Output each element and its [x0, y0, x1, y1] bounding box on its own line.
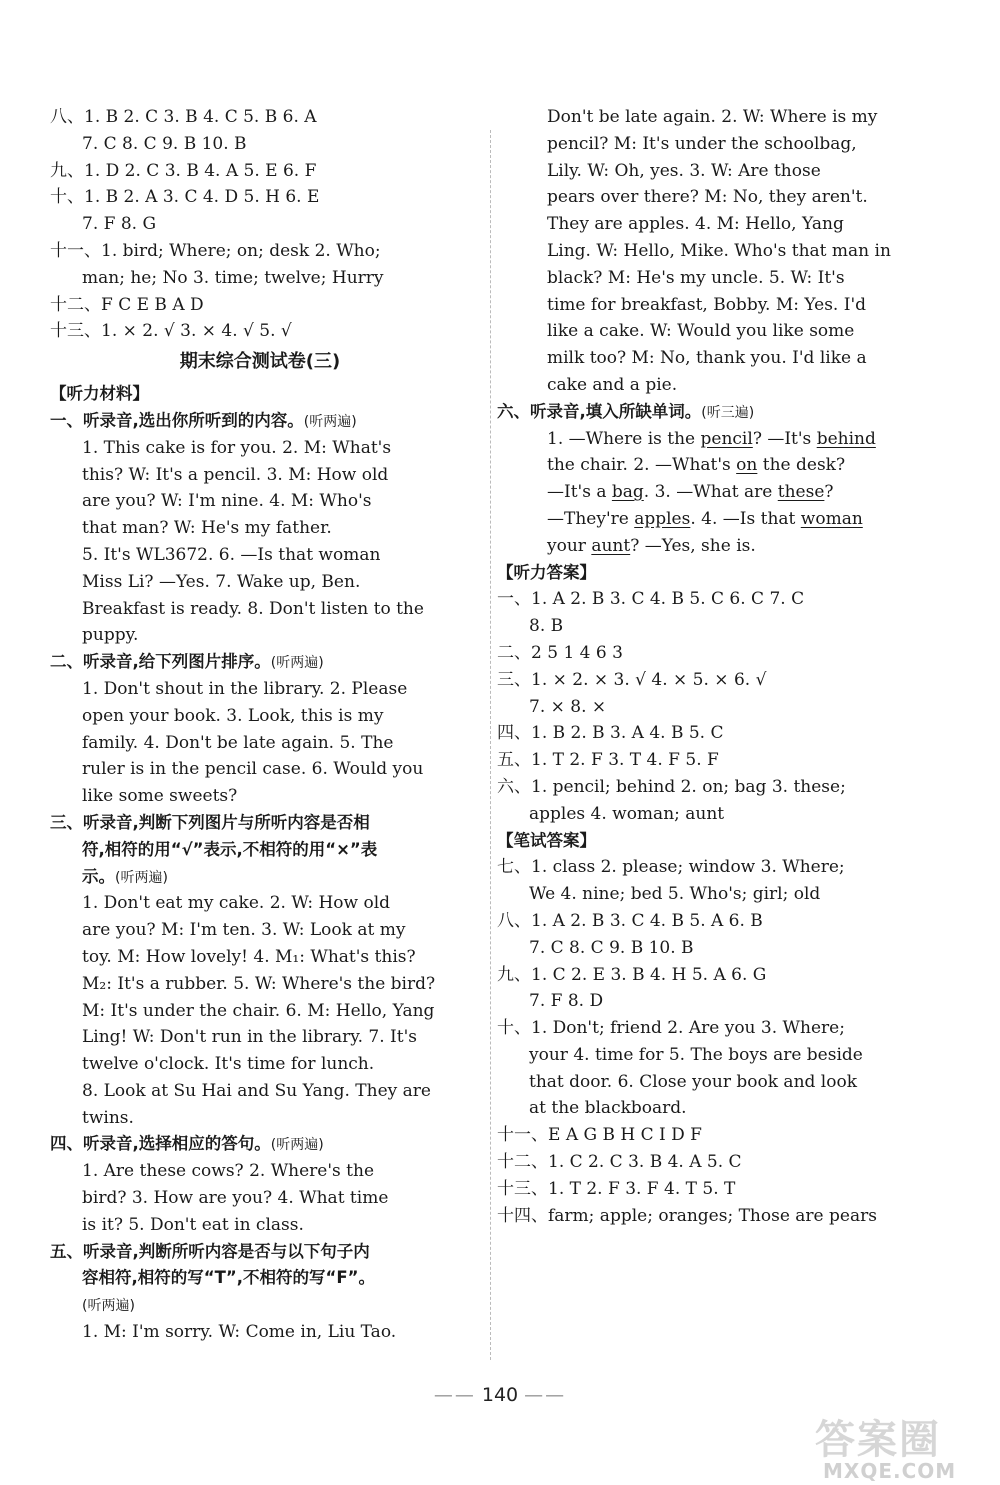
text-line [497, 533, 937, 560]
blank-answer: apples [634, 508, 691, 529]
line-text: the desk? [757, 455, 846, 476]
line-text: 八、1. A 2. B 3. C 4. B 5. A 6. B [497, 910, 763, 931]
line-text: . 3. —What are [643, 482, 778, 503]
line-text: 十一、1. bird; Where; on; desk 2. Who; [50, 240, 381, 261]
line-text: 1. Don't shout in the library. 2. Please [82, 678, 408, 699]
line-text: Ling. W: Hello, Mike. Who's that man in [547, 240, 891, 261]
line-text: 1. M: I'm sorry. W: Come in, Liu Tao. [82, 1322, 397, 1343]
text-line [497, 506, 937, 533]
listen-note: (听两遍) [303, 413, 357, 430]
line-text: like some sweets? [82, 786, 238, 807]
line-text: apples 4. woman; aunt [529, 803, 725, 824]
line-text: Don't be late again. 2. W: Where is my [547, 107, 878, 127]
line-text: 7. C 8. C 9. B 10. B [529, 937, 694, 958]
blank-answer: bag [611, 482, 644, 503]
text-line [50, 1319, 470, 1346]
text-line [50, 810, 470, 837]
text-line [50, 238, 470, 265]
line-text: 三、1. × 2. × 3. √ 4. × 5. × 6. √ [497, 669, 767, 690]
blank-answer: behind [816, 428, 876, 449]
watermark-url: MXQE.COM [823, 1459, 957, 1483]
line-text: 十、1. Don't; friend 2. Are you 3. Where; [497, 1018, 845, 1039]
line-text: pencil? M: It's under the schoolbag, [547, 133, 857, 154]
line-text: black? M: He's my uncle. 5. W: It's [547, 267, 845, 288]
line-text: 1. Are these cows? 2. Where's the [82, 1161, 375, 1182]
text-line [497, 935, 937, 962]
text-line [50, 1292, 470, 1319]
text-line [497, 479, 937, 506]
listen-note: (听两遍) [115, 869, 168, 886]
text-line [50, 756, 470, 783]
line-text: 8. B [529, 616, 564, 637]
line-text: your 4. time for 5. The boys are beside [529, 1044, 863, 1065]
line-text: twins. [82, 1107, 134, 1128]
text-line [50, 435, 470, 462]
line-text: puppy. [82, 625, 139, 646]
text-line [497, 292, 937, 319]
text-line [497, 372, 937, 399]
blank-answer: pencil [700, 428, 753, 449]
text-line [50, 596, 470, 623]
text-line [497, 104, 937, 131]
text-line [50, 265, 470, 292]
line-text: that man? W: He's my father. [82, 518, 332, 539]
watermark-text: 答案圈 [815, 1417, 941, 1463]
text-line [497, 988, 937, 1015]
text-line [497, 640, 937, 667]
text-line [497, 1122, 937, 1149]
line-text: We 4. nine; bed 5. Who's; girl; old [529, 884, 821, 905]
line-text: —They're [547, 508, 635, 529]
text-line [50, 408, 470, 435]
line-text: 十一、E A G B H C I D F [497, 1125, 702, 1146]
text-line [50, 971, 470, 998]
text-line [50, 917, 470, 944]
text-line [497, 613, 937, 640]
line-text: bird? 3. How are you? 4. What time [82, 1188, 389, 1209]
text-line [497, 881, 937, 908]
line-text: 七、1. class 2. please; window 3. Where; [497, 857, 845, 878]
line-text: toy. M: How lovely! 4. M₁: What's this? [82, 946, 416, 967]
text-line [50, 211, 470, 238]
text-line [497, 667, 937, 694]
line-text: 二、2 5 1 4 6 3 [497, 642, 623, 663]
line-text: 7. F 8. G [82, 214, 157, 235]
line-text: —It's a [547, 482, 612, 503]
watermark-logo [815, 1408, 995, 1483]
text-line [50, 837, 470, 864]
line-text: 一、1. A 2. B 3. C 4. B 5. C 6. C 7. C [497, 589, 805, 610]
text-line [50, 1239, 470, 1266]
text-line [50, 783, 470, 810]
line-text: ruler is in the pencil case. 6. Would you [82, 759, 424, 780]
blank-answer: woman [800, 508, 863, 529]
text-line [497, 345, 937, 372]
line-text: Lily. W: Oh, yes. 3. W: Are those [547, 160, 821, 181]
line-text: 十三、1. T 2. F 3. F 4. T 5. T [497, 1178, 736, 1199]
line-text: 【听力材料】 [50, 384, 149, 404]
text-line [50, 1185, 470, 1212]
text-line [50, 104, 470, 131]
text-line [497, 131, 937, 158]
line-text: 十、1. B 2. A 3. C 4. D 5. H 6. E [50, 187, 320, 208]
line-text: your [547, 535, 592, 556]
line-text: 三、听录音,判断下列图片与所听内容是否相 [50, 812, 370, 832]
line-text: ? [824, 482, 834, 503]
line-text: Breakfast is ready. 8. Don't listen to the [82, 598, 424, 619]
page-number-text: 140 [481, 1384, 519, 1406]
line-text: are you? W: I'm nine. 4. M: Who's [82, 491, 372, 512]
line-text: 五、1. T 2. F 3. T 4. F 5. F [497, 750, 719, 771]
text-line [497, 774, 937, 801]
line-text: 十三、1. × 2. √ 3. × 4. √ 5. √ [50, 321, 292, 342]
listen-note: (听两遍) [270, 655, 324, 672]
text-line [497, 801, 937, 828]
line-text: ? —Yes, she is. [630, 535, 756, 556]
text-line [50, 649, 470, 676]
line-text: the chair. 2. —What's [547, 455, 737, 476]
blank-answer: these [777, 482, 825, 503]
listen-note: (听三遍) [701, 404, 755, 421]
text-line [497, 1069, 937, 1096]
text-line [497, 560, 937, 587]
left-column [50, 104, 470, 1346]
text-line [497, 1042, 937, 1069]
line-text: 1. —Where is the [547, 428, 701, 449]
text-line [497, 586, 937, 613]
text-line [50, 730, 470, 757]
line-text: 7. F 8. D [529, 991, 604, 1012]
text-line [50, 345, 470, 381]
text-line [50, 1051, 470, 1078]
text-line [497, 158, 937, 185]
text-line [497, 854, 937, 881]
text-line [50, 1158, 470, 1185]
text-line [50, 184, 470, 211]
text-line [50, 944, 470, 971]
text-line [50, 488, 470, 515]
line-text: 1. Don't eat my cake. 2. W: How old [82, 893, 391, 914]
line-text: 九、1. C 2. E 3. B 4. H 5. A 6. G [497, 964, 767, 985]
text-line [50, 515, 470, 542]
text-line [50, 542, 470, 569]
text-line [50, 318, 470, 345]
line-text: like a cake. W: Would you like some [547, 321, 855, 342]
line-text: 7. × 8. × [529, 696, 607, 717]
line-text: that door. 6. Close your book and look [529, 1071, 858, 1092]
text-line [50, 158, 470, 185]
line-text: milk too? M: No, thank you. I'd like a [547, 348, 867, 369]
text-line [497, 962, 937, 989]
right-column [497, 104, 937, 1229]
line-text: 二、听录音,给下列图片排序。 [50, 652, 271, 672]
text-line [497, 426, 937, 453]
line-text: cake and a pie. [547, 374, 678, 395]
text-line [497, 1149, 937, 1176]
text-line [497, 720, 937, 747]
line-text: 四、听录音,选择相应的答句。 [50, 1134, 271, 1154]
text-line [497, 1203, 937, 1230]
line-text: 【笔试答案】 [497, 830, 596, 850]
text-line [497, 747, 937, 774]
text-line [50, 890, 470, 917]
line-text: 示。 [82, 866, 115, 886]
text-line [497, 1095, 937, 1122]
text-line [50, 381, 470, 408]
line-text: pears over there? M: No, they aren't. [547, 187, 868, 208]
line-text: M₂: It's a rubber. 5. W: Where's the bird? [82, 973, 436, 994]
line-text: at the blackboard. [529, 1098, 687, 1119]
text-line [50, 569, 470, 596]
line-text: 六、听录音,填入所缺单词。 [497, 401, 702, 421]
blank-answer: aunt [591, 535, 631, 556]
line-text: twelve o'clock. It's time for lunch. [82, 1054, 375, 1075]
line-text: family. 4. Don't be late again. 5. The [82, 732, 394, 753]
line-text: 六、1. pencil; behind 2. on; bag 3. these; [497, 776, 846, 797]
line-text: Miss Li? —Yes. 7. Wake up, Ben. [82, 571, 361, 592]
text-line [50, 864, 470, 891]
blank-answer: on [736, 455, 758, 476]
text-line [497, 452, 937, 479]
line-text: 八、1. B 2. C 3. B 4. C 5. B 6. A [50, 107, 317, 127]
text-line [497, 399, 937, 426]
line-text: is it? 5. Don't eat in class. [82, 1214, 304, 1235]
text-line [50, 622, 470, 649]
line-text: ? —It's [752, 428, 817, 449]
line-text: 容相符,相符的写“T”,不相符的写“F”。 [82, 1268, 375, 1288]
column-divider [490, 130, 491, 1360]
line-text: 5. It's WL3672. 6. —Is that woman [82, 544, 381, 565]
line-text: open your book. 3. Look, this is my [82, 705, 384, 726]
line-text: M: It's under the chair. 6. M: Hello, Yang [82, 1000, 435, 1021]
line-text: 九、1. D 2. C 3. B 4. A 5. E 6. F [50, 160, 317, 181]
line-text: . 4. —Is that [690, 508, 801, 529]
text-line [497, 828, 937, 855]
text-line [497, 1015, 937, 1042]
line-text: 十四、farm; apple; oranges; Those are pears [497, 1205, 877, 1226]
line-text: time for breakfast, Bobby. M: Yes. I'd [547, 294, 866, 315]
text-line [50, 1265, 470, 1292]
line-text: 8. Look at Su Hai and Su Yang. They are [82, 1080, 431, 1101]
text-line [50, 1105, 470, 1132]
line-text: 四、1. B 2. B 3. A 4. B 5. C [497, 723, 724, 744]
text-line [50, 703, 470, 730]
line-text: 十二、F C E B A D [50, 294, 204, 315]
line-text: man; he; No 3. time; twelve; Hurry [82, 267, 384, 288]
text-line [50, 1131, 470, 1158]
line-text: Ling! W: Don't run in the library. 7. It's [82, 1027, 417, 1048]
text-line [497, 1176, 937, 1203]
text-line [50, 676, 470, 703]
text-line [50, 998, 470, 1025]
line-text: 符,相符的用“√”表示,不相符的用“×”表 [82, 839, 378, 859]
page-number: —— 140 —— [433, 1384, 567, 1406]
text-line [50, 1078, 470, 1105]
line-text: are you? M: I'm ten. 3. W: Look at my [82, 920, 406, 941]
text-line [497, 694, 937, 721]
text-line [497, 318, 937, 345]
text-line [497, 238, 937, 265]
text-line [50, 1212, 470, 1239]
line-text: They are apples. 4. M: Hello, Yang [547, 214, 844, 235]
line-text: 十二、1. C 2. C 3. B 4. A 5. C [497, 1152, 742, 1173]
text-line [50, 292, 470, 319]
listen-note: (听两遍) [82, 1298, 135, 1315]
text-line [497, 211, 937, 238]
text-line [50, 1024, 470, 1051]
line-text: 五、听录音,判断所听内容是否与以下句子内 [50, 1241, 370, 1261]
text-line [50, 131, 470, 158]
line-text: this? W: It's a pencil. 3. M: How old [82, 464, 389, 485]
listen-note: (听两遍) [270, 1137, 324, 1154]
text-line [50, 462, 470, 489]
text-line [497, 908, 937, 935]
text-line [497, 184, 937, 211]
line-text: 【听力答案】 [497, 562, 596, 582]
line-text: 7. C 8. C 9. B 10. B [82, 133, 247, 154]
text-line [497, 265, 937, 292]
line-text: 1. This cake is for you. 2. M: What's [82, 437, 392, 458]
line-text: 一、听录音,选出你所听到的内容。 [50, 410, 304, 430]
line-text: 期末综合测试卷(三) [179, 351, 341, 373]
